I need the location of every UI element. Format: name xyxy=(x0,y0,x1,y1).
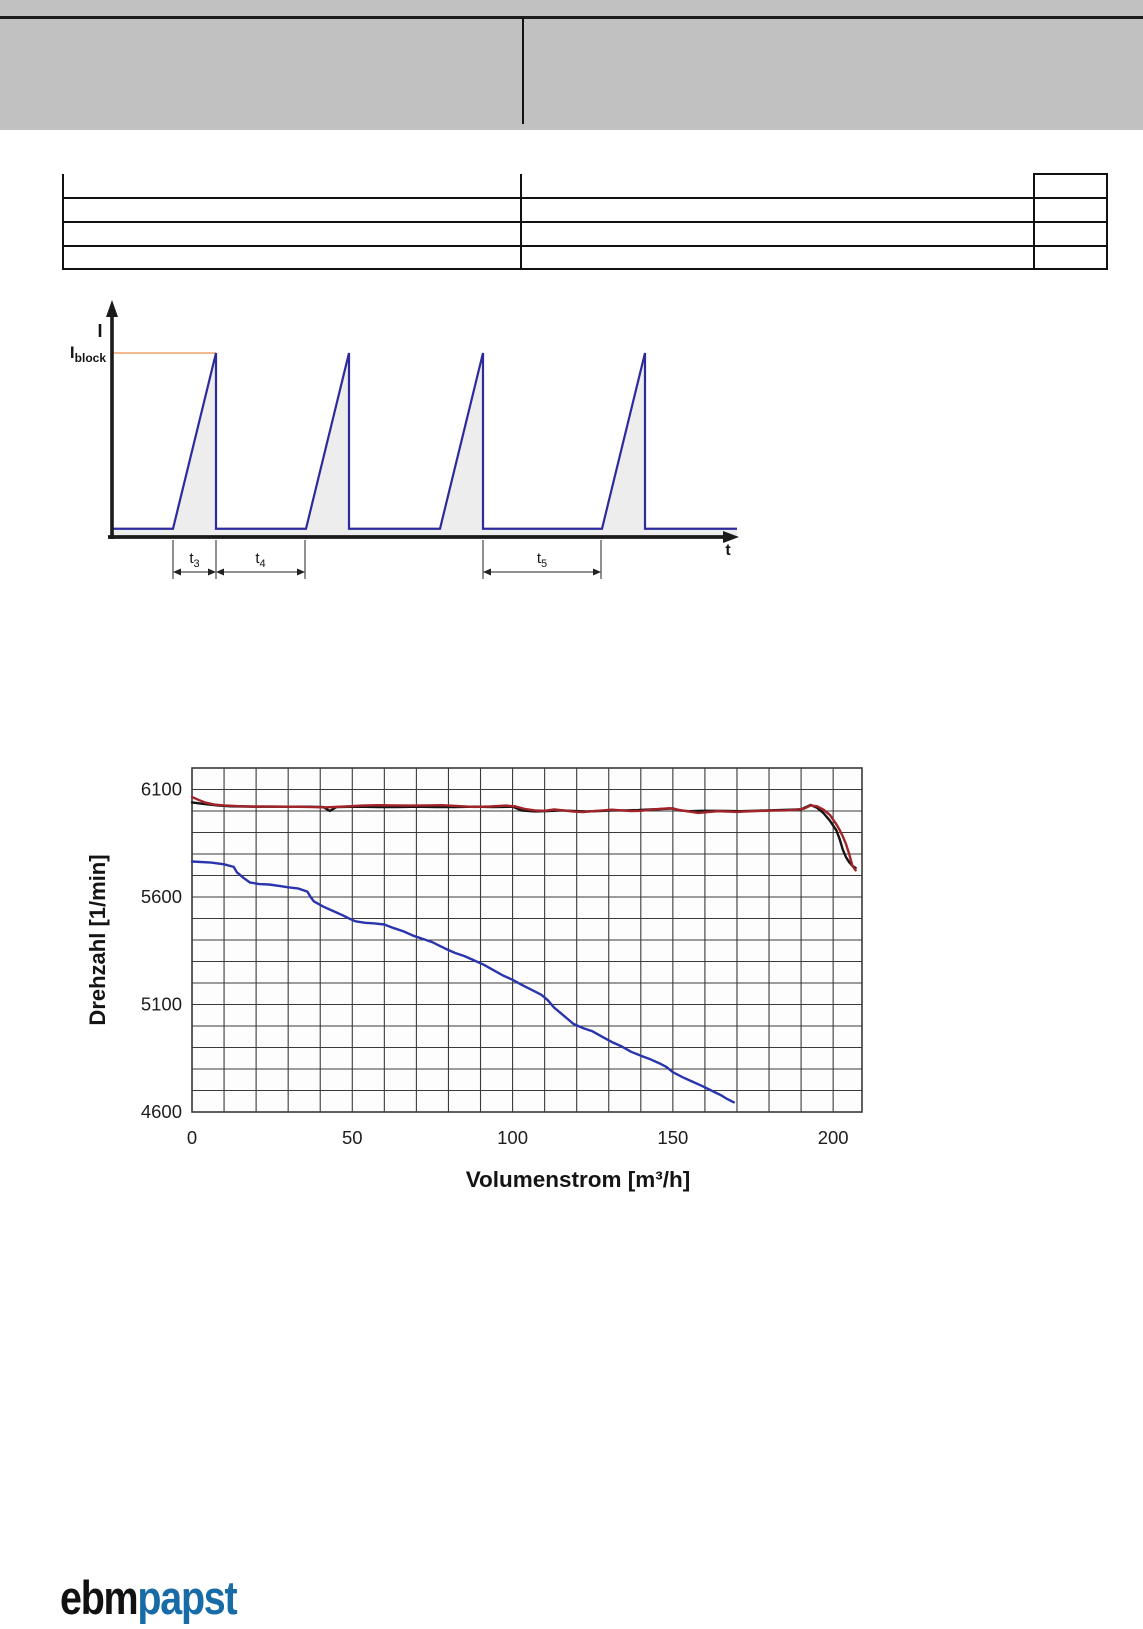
arrow-head-right xyxy=(593,569,601,576)
y-tick-label: 6100 xyxy=(140,778,182,800)
table-row-line xyxy=(62,197,1108,199)
header-top-rule xyxy=(0,16,1143,19)
y-tick-label: 5100 xyxy=(140,993,182,1015)
y-tick-label: 4600 xyxy=(140,1101,182,1122)
dimension-label: $t_3$ xyxy=(189,550,200,570)
x-axis-title: Volumenstrom [m³/h] xyxy=(465,1167,691,1192)
ebmpapst-logo xyxy=(60,1571,237,1624)
arrow-head-right xyxy=(297,569,305,576)
arrow-head-left xyxy=(483,569,491,576)
arrow-head-right xyxy=(208,569,216,576)
table-row-line xyxy=(62,268,1108,270)
table-row-line xyxy=(62,221,1108,223)
logo-ebm: ebm xyxy=(60,1571,138,1624)
table-col-line xyxy=(1033,174,1035,269)
y-axis-label: I xyxy=(97,321,103,341)
x-tick-label: 50 xyxy=(341,1127,363,1148)
x-tick-label: 100 xyxy=(497,1127,529,1148)
y-tick-label: 5600 xyxy=(140,886,182,907)
x-axis-label: t xyxy=(725,542,731,559)
x-tick-label: 0 xyxy=(186,1127,198,1148)
x-tick-label: 150 xyxy=(657,1127,689,1148)
y-axis-arrow xyxy=(106,300,118,317)
dimension-label: $t_4$ xyxy=(255,550,266,570)
table-cell-top-line xyxy=(1033,173,1108,175)
header-band xyxy=(0,0,1143,130)
blocking-current-diagram xyxy=(60,295,745,590)
table-col-line xyxy=(62,174,64,269)
arrow-head-left xyxy=(216,569,224,576)
arrow-head-left xyxy=(173,569,181,576)
speed-vs-airflow-chart xyxy=(85,735,900,1210)
header-divider xyxy=(522,18,524,124)
table-col-line xyxy=(520,174,522,269)
table-row-line xyxy=(62,245,1108,247)
iblock-label: $I_{block}$ xyxy=(69,343,106,365)
x-tick-label: 200 xyxy=(817,1127,849,1148)
logo-papst: papst xyxy=(137,1571,237,1624)
dimension-label: $t_5$ xyxy=(536,550,548,570)
y-axis-title: Drehzahl [1/min] xyxy=(85,854,110,1026)
table-col-line xyxy=(1106,174,1108,270)
pulse-fill-area xyxy=(112,353,737,537)
